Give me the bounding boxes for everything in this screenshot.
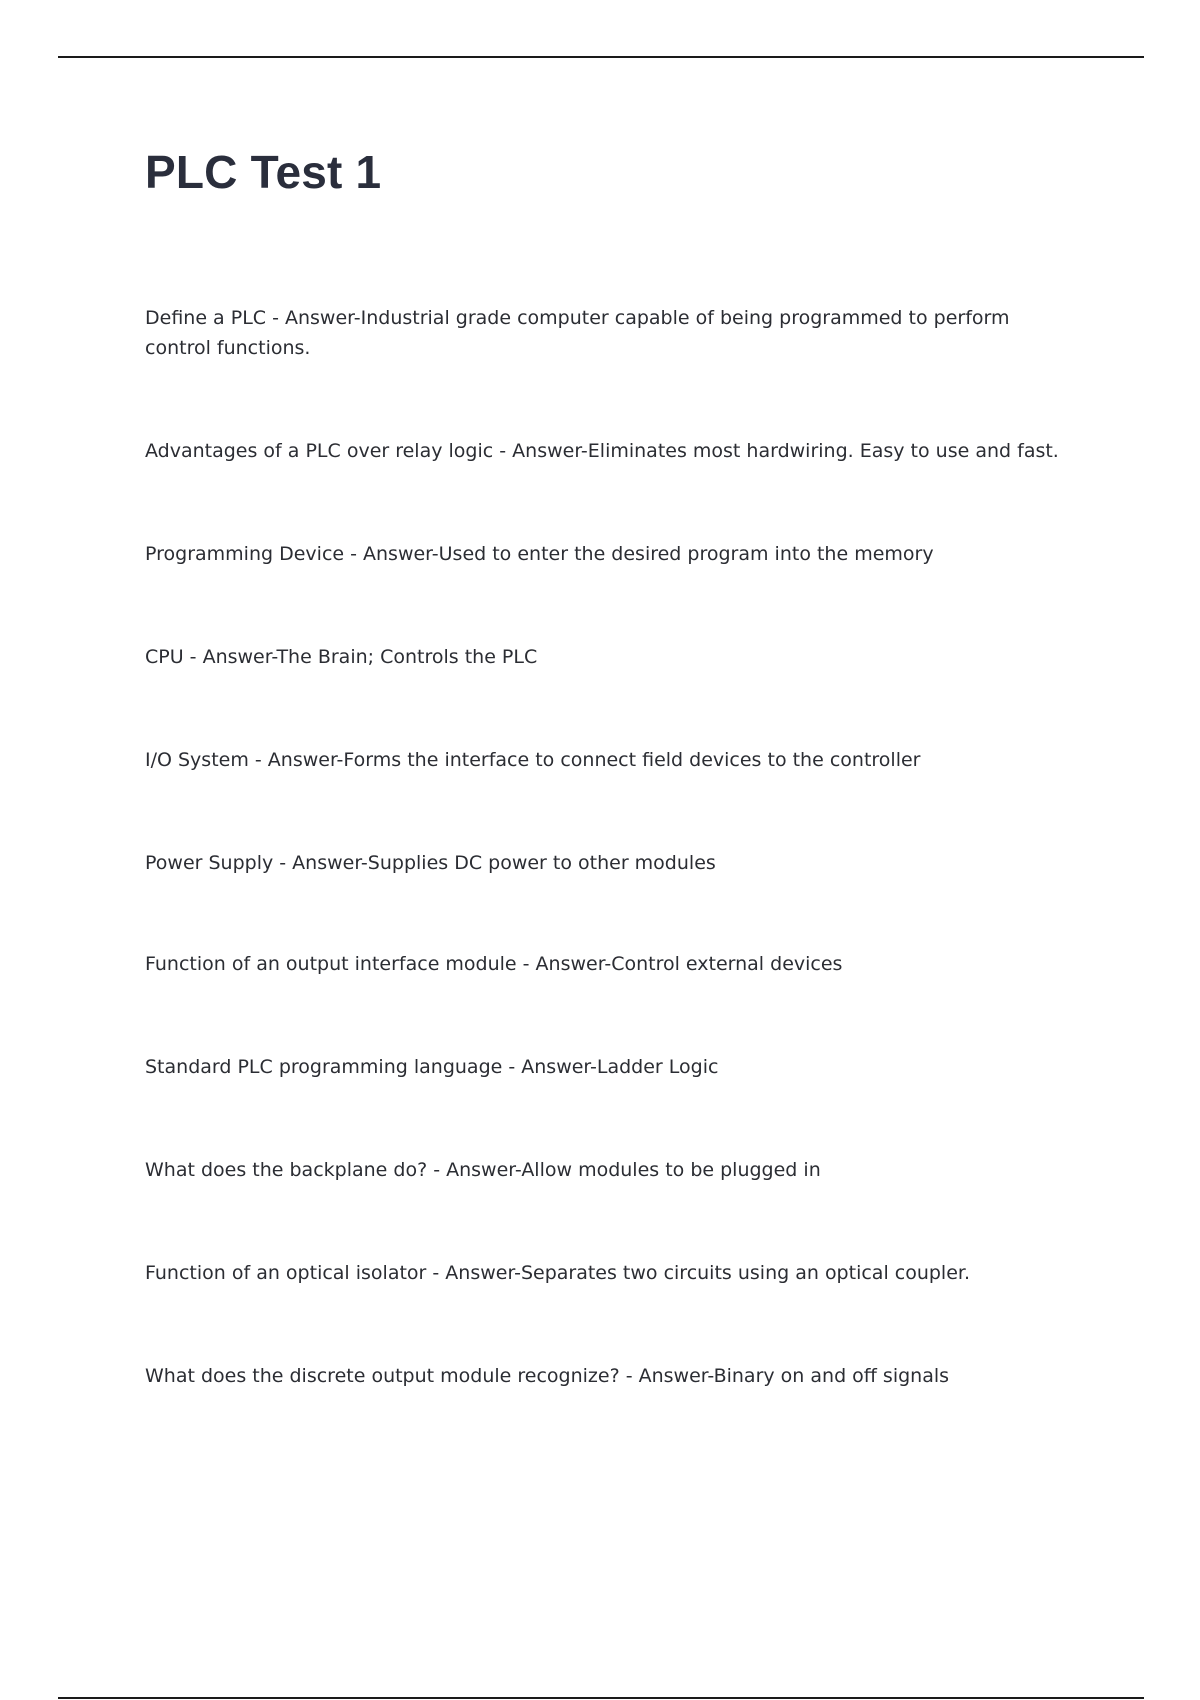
qa-question: Define a PLC [145,307,267,329]
qa-question: CPU [145,646,184,668]
qa-question: Advantages of a PLC over relay logic [145,440,494,462]
qa-item [145,745,1065,775]
page-title: PLC Test 1 [145,146,382,198]
qa-answer: Allow modules to be plugged in [521,1159,821,1181]
qa-item [145,1361,1065,1391]
qa-item [145,848,1065,878]
qa-separator: - Answer- [273,852,368,874]
qa-separator: - Answer- [266,307,361,329]
qa-separator: - Answer- [183,646,277,668]
qa-separator: - Answer- [502,1056,597,1078]
qa-item [145,436,1065,466]
qa-answer: Used to enter the desired program into the memory [438,543,934,565]
qa-answer: Control external devices [611,953,843,975]
qa-item [145,949,1065,979]
qa-separator: - Answer- [248,749,344,771]
qa-separator: - Answer- [344,543,439,565]
qa-separator: - Answer- [516,953,612,975]
qa-answer: Supplies DC power to other modules [367,852,716,874]
qa-answer: Industrial grade computer capable of being programmed to perform control functions. [145,307,1010,359]
qa-question: Programming Device [145,543,345,565]
qa-question: Function of an optical isolator [145,1262,427,1284]
qa-separator: - Answer- [427,1159,522,1181]
qa-question: Power Supply [145,852,274,874]
qa-answer: Eliminates most hardwiring. Easy to use and fast. [587,440,1059,462]
qa-item [145,642,1065,672]
qa-item [145,1258,1065,1288]
bottom-rule [58,1697,1144,1699]
qa-answer: Ladder Logic [596,1056,719,1078]
qa-item [145,1052,1065,1082]
qa-item [145,303,1065,363]
qa-question: What does the discrete output module recognize? [145,1365,620,1387]
qa-item [145,1155,1065,1185]
qa-separator: - Answer- [426,1262,521,1284]
qa-question: I/O System [145,749,249,771]
qa-separator: - Answer- [619,1365,714,1387]
qa-question: Standard PLC programming language [145,1056,503,1078]
qa-answer: Forms the interface to connect field devices to the controller [343,749,921,771]
qa-answer: Separates two circuits using an optical coupler. [520,1262,971,1284]
qa-question: Function of an output interface module [145,953,517,975]
qa-question: What does the backplane do? [145,1159,428,1181]
qa-separator: - Answer- [493,440,588,462]
top-rule [58,56,1144,58]
qa-answer: The Brain; Controls the PLC [276,646,538,668]
qa-answer: Binary on and off signals [713,1365,950,1387]
qa-item [145,539,1065,569]
